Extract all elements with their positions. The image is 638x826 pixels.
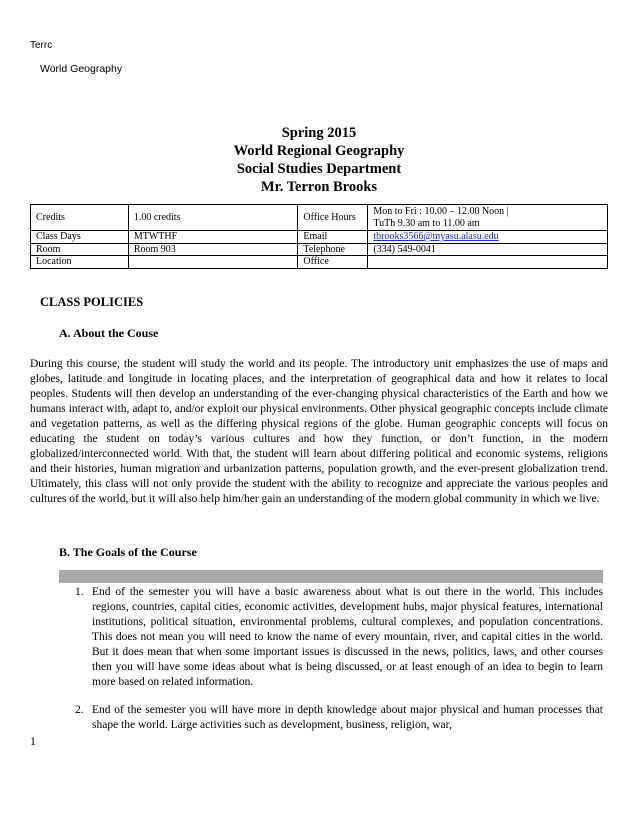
- table-row: [31, 205, 608, 231]
- section-a-title: A. About the Couse: [59, 326, 159, 340]
- email-cell: [368, 231, 608, 244]
- office-hours-line-2: TuTh 9.30 am to 11.00 am: [373, 217, 480, 229]
- course-info-table: [30, 204, 608, 269]
- table-row: [31, 256, 608, 269]
- header-name-fragment: Terrc: [30, 40, 53, 51]
- section-a-paragraph: During this course, the student will study the world and its people. The introductory unit emphasizes the use of maps and globes, latitude and longitude in locating places, and the interpretation of geographical data and how it relates to local peoples. Students will then develop an understanding of the ever-changing physical characteristics of the Earth and how we humans interact with, adapt to, and/or exploit our physical environments. Other physical geographic concepts include climate and vegetation patterns, as well as the differing physical regions of the globe. Human geographic concepts will focus on educating the student on today’s various cultures and how they function, or don’t function, in the modern globalized/interconnected world. With that, the student will learn about differing political and economic systems, religions and their histories, human migration and urbanization patterns, population growth, and the ever-present globalization trend. Ultimately, this class will not only provide the student with the ability to recognize and appreciate the various peoples and cultures of the world, but it will also help him/her gain an understanding of the modern global community in which we live.: [30, 358, 608, 505]
- location-value: [128, 256, 298, 269]
- room-label: Room: [31, 243, 129, 256]
- goal-2-number: 2.: [75, 704, 84, 716]
- credits-label: Credits: [31, 205, 129, 231]
- title-course: World Regional Geography: [233, 143, 405, 159]
- class-policies-heading: CLASS POLICIES: [40, 295, 144, 309]
- class-days-value: MTWTHF: [128, 231, 298, 244]
- goal-1-number: 1.: [75, 586, 84, 598]
- telephone-label: Telephone: [298, 243, 368, 256]
- title-department: Social Studies Department: [236, 161, 402, 177]
- office-label: Office: [298, 256, 368, 269]
- credits-value: 1.00 credits: [128, 205, 298, 231]
- gray-divider-bar: [59, 570, 603, 583]
- table-row: [31, 231, 608, 244]
- office-hours-line-1: Mon to Fri : 10.00 – 12.00 Noon |: [373, 206, 509, 217]
- room-value: Room 903: [128, 243, 298, 256]
- class-days-label: Class Days: [31, 231, 129, 244]
- title-instructor: Mr. Terron Brooks: [260, 179, 378, 195]
- office-hours-label: Office Hours: [298, 205, 368, 231]
- office-value: [368, 256, 608, 269]
- header-subject: World Geography: [40, 63, 123, 75]
- section-b-title: B. The Goals of the Course: [59, 545, 197, 559]
- goal-2-text: End of the semester you will have more in depth knowledge about major physical and human processes that shape the world. Large activities such as development, business, religion, war,: [92, 704, 603, 731]
- document-title: [0, 124, 638, 196]
- goal-1-text: End of the semester you will have a basic awareness about what is out there in the world. This includes regions, countries, capital cities, economic activities, development hubs, major physical features, international institutions, political situation, environmental problems, cultural complexes, and population concentrations. This does not mean you will need to know the name of every mountain, river, and capital cities in the world. But it does mean that when some important issues is discussed in the news, politics, laws, and other courses then you will have some ideas about what is being discussed, or at least enough of an idea to begin to learn more based on related information.: [92, 586, 603, 688]
- email-link[interactable]: tbrooks3566@myasu.alasu.edu: [373, 231, 499, 242]
- title-term: Spring 2015: [281, 125, 357, 141]
- telephone-value: (334) 549-0041: [368, 243, 608, 256]
- office-hours-value: [368, 205, 608, 231]
- email-label: Email: [298, 231, 368, 244]
- location-label: Location: [31, 256, 129, 269]
- page-number: 1: [30, 734, 36, 748]
- table-row: [31, 243, 608, 256]
